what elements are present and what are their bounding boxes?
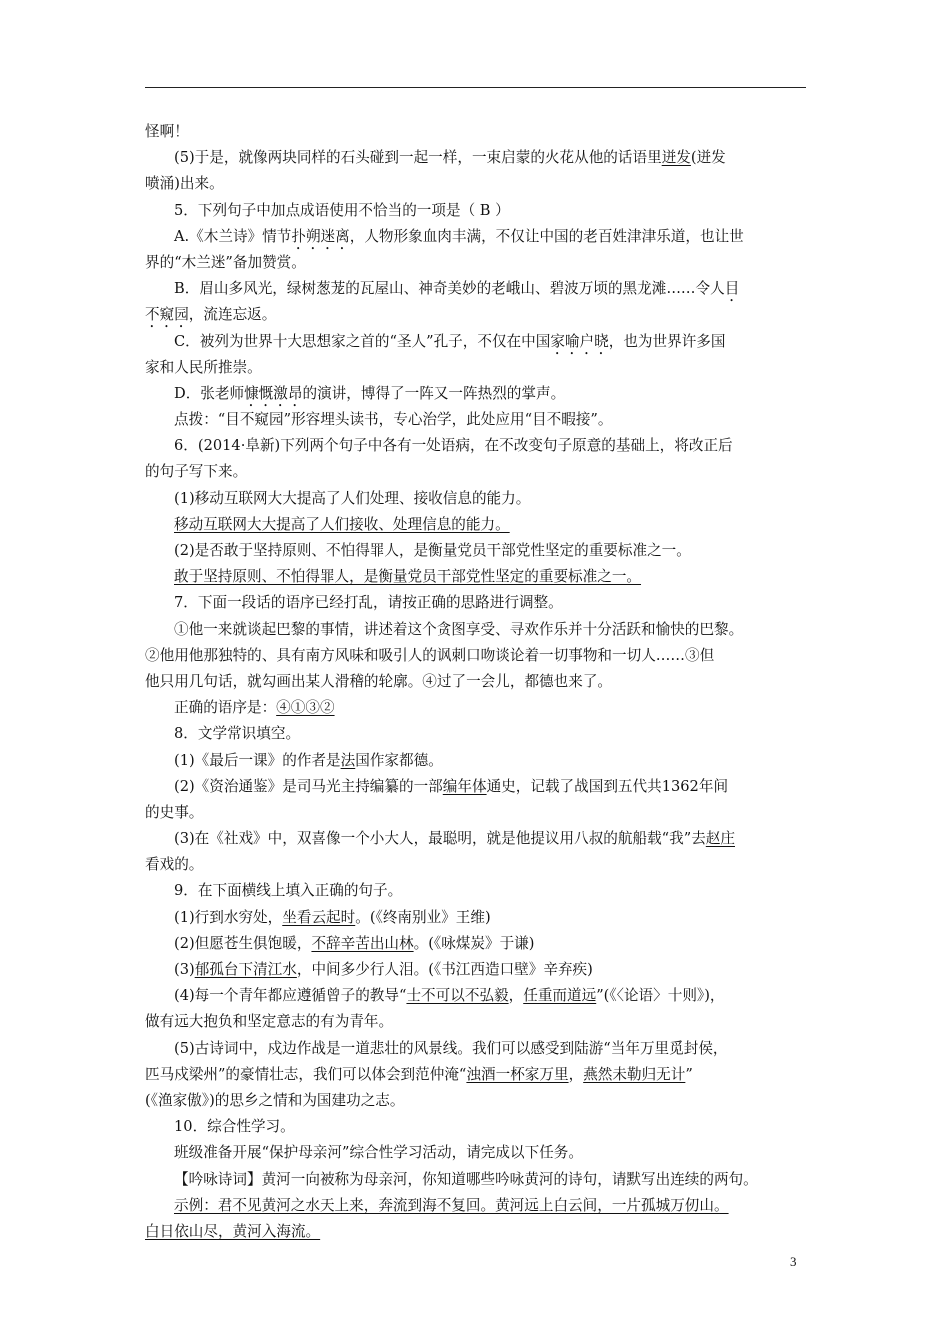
- text-line: [145, 1036, 809, 1062]
- text-line: [145, 617, 809, 643]
- text-span: (迸发: [690, 149, 726, 167]
- answer-underlined: 浊酒一杯家万里: [466, 1065, 569, 1083]
- answer-underlined: ④①③②: [276, 699, 335, 717]
- text-span: ，流连忘返。: [188, 306, 277, 324]
- text-span: ，: [508, 987, 524, 1005]
- text-line: [145, 407, 809, 433]
- text-span: 。(《终南别业》王维): [355, 908, 491, 926]
- text-span: 怪啊！: [145, 123, 189, 140]
- text-span: (5)于是，就像两块同样的石头碰到一起一样，一束启蒙的火花从他的话语里: [174, 149, 662, 167]
- text-span: 国作家都德。: [355, 751, 443, 769]
- answer-underlined: 任重而道远: [523, 987, 597, 1005]
- text-line: [145, 695, 809, 721]
- text-span: 的演讲，博得了一阵又一阵热烈的掌声。: [302, 384, 566, 402]
- text-line: [145, 957, 809, 983]
- text-span: B．眉山多风光，绿树葱茏的瓦屋山、神奇美妙的老峨山、碧波万顷的黑龙滩……令人: [174, 280, 725, 298]
- answer-underlined: 赵庄: [705, 830, 735, 848]
- text-line: [145, 721, 809, 747]
- text-span: A.《木兰诗》情节: [174, 227, 292, 245]
- text-line: [145, 1167, 809, 1193]
- text-line: [145, 224, 809, 250]
- text-line: [145, 878, 809, 904]
- answer-underlined: 士不可以不弘毅: [406, 987, 509, 1005]
- text-line: [145, 1219, 809, 1245]
- text-span: 5．下列句子中加点成语使用不恰当的一项是（ B ）: [174, 201, 510, 219]
- answer-underlined: 移动互联网大大提高了人们接收、处理信息的能力。: [174, 515, 510, 533]
- text-line: [145, 198, 809, 224]
- text-span: C．被列为世界十大思想家之首的“圣人”孔子，不仅在中国: [174, 332, 551, 350]
- text-span: 10．综合性学习。: [174, 1118, 295, 1136]
- text-span: (3)在《社戏》中，双喜像一个小大人，最聪明，就是他提议用八叔的航船载“我”去: [174, 830, 706, 848]
- answer-underlined: 郁孤台下清江水: [194, 961, 297, 978]
- text-line: [145, 512, 809, 538]
- text-line: [145, 1062, 809, 1088]
- text-span: 喷涌)出来。: [145, 175, 224, 193]
- text-span: 。(《咏煤炭》于谦): [413, 934, 535, 952]
- text-line: [145, 381, 809, 407]
- text-line: [145, 145, 809, 171]
- text-span: (《渔家傲》)的思乡之情和为国建功之志。: [145, 1091, 405, 1109]
- document-body: [145, 119, 809, 1245]
- text-span: (2)是否敢于坚持原则、不怕得罪人，是衡量党员干部党性坚定的重要标准之一。: [174, 542, 691, 559]
- text-line: [145, 774, 809, 800]
- text-span: 他只用几句话，就勾画出某人滑稽的轮廓。④过了一会儿，都德也来了。: [145, 672, 613, 690]
- text-line: [145, 669, 809, 695]
- text-span: (4)每一个青年都应遵循曾子的教导“: [174, 987, 407, 1005]
- text-span: 点拨：“目不窥园”形容埋头读书，专心治学，此处应用“目不暇接”。: [174, 411, 613, 429]
- text-line: [145, 433, 809, 459]
- text-span: 通史，记载了战国到五代共1362年间: [486, 777, 729, 795]
- emphasized-idiom: 不窥园: [145, 306, 189, 324]
- header-rule: [145, 87, 806, 88]
- text-span: (3): [174, 961, 195, 978]
- answer-underlined: 编年体: [442, 777, 487, 795]
- text-span: (1)行到水穷处，: [174, 908, 283, 926]
- emphasized-idiom: 目: [724, 280, 740, 298]
- text-line: [145, 1088, 809, 1114]
- answer-underlined: 敢于坚持原则、不怕得罪人，是衡量党员干部党性坚定的重要标准之一。: [174, 568, 642, 586]
- text-span: 9．在下面横线上填入正确的句子。: [174, 882, 403, 900]
- text-line: [145, 119, 809, 145]
- text-span: 正确的语序是：: [174, 699, 277, 717]
- text-span: (1)移动互联网大大提高了人们处理、接收信息的能力。: [174, 489, 531, 507]
- text-span: 界的“木兰迷”备加赞赏。: [145, 253, 306, 271]
- answer-underlined: 法: [340, 751, 356, 769]
- emphasized-idiom: 扑朔迷离: [291, 227, 350, 245]
- text-span: ，: [568, 1065, 584, 1083]
- text-line: [145, 1193, 809, 1219]
- emphasized-idiom: 慷慨激昂: [244, 384, 303, 402]
- text-span: ，中间多少行人泪。(《书江西造口壁》辛弃疾): [296, 961, 593, 978]
- text-line: [145, 459, 809, 485]
- answer-underlined: 迸发: [661, 149, 691, 167]
- text-span: 做有远大抱负和坚定意志的有为青年。: [145, 1013, 394, 1031]
- page-number: 3: [790, 1254, 797, 1269]
- text-line: [145, 590, 809, 616]
- text-span: ”(《〈论语〉十则》)，: [596, 987, 725, 1005]
- text-line: [145, 1009, 809, 1035]
- text-line: [145, 171, 809, 197]
- text-line: [145, 538, 809, 564]
- text-span: ，人物形象血肉丰满，不仅让中国的老百姓津津乐道，也让世: [349, 227, 744, 245]
- text-span: 的句子写下来。: [145, 463, 248, 481]
- text-line: [145, 643, 809, 669]
- answer-underlined: 燕然未勒归无计: [583, 1065, 686, 1083]
- text-span: (2)《资治通鉴》是司马光主持编纂的一部: [174, 777, 443, 795]
- text-span: ，也为世界许多国: [608, 332, 726, 350]
- text-span: 【吟咏诗词】黄河一向被称为母亲河，你知道哪些吟咏黄河的诗句，请默写出连续的两句。: [174, 1170, 758, 1188]
- text-line: [145, 826, 809, 852]
- text-span: 8．文学常识填空。: [174, 725, 301, 743]
- text-span: ①他一来就谈起巴黎的事情，讲述着这个贪图享受、寻欢作乐并十分活跃和愉快的巴黎。: [174, 620, 744, 638]
- text-span: 看戏的。: [145, 856, 204, 874]
- text-span: D．张老师: [174, 384, 245, 402]
- text-span: 家和人民所推崇。: [145, 358, 262, 376]
- text-line: [145, 250, 809, 276]
- text-line: [145, 1114, 809, 1140]
- text-span: 7．下面一段话的语序已经打乱，请按正确的思路进行调整。: [174, 594, 563, 612]
- text-line: [145, 852, 809, 878]
- text-span: ”: [685, 1065, 693, 1083]
- text-span: (2)但愿苍生俱饱暖，: [174, 934, 312, 952]
- text-line: [145, 931, 809, 957]
- text-span: 匹马戍梁州”的豪情壮志，我们可以体会到范仲淹“: [145, 1065, 467, 1083]
- text-line: [145, 748, 809, 774]
- text-line: [145, 905, 809, 931]
- text-line: [145, 983, 809, 1009]
- text-span: (5)古诗词中，戍边作战是一道悲壮的风景线。我们可以感受到陆游“当年万里觅封侯，: [174, 1039, 728, 1057]
- text-span: 班级准备开展“保护母亲河”综合性学习活动，请完成以下任务。: [174, 1144, 583, 1162]
- text-line: [145, 564, 809, 590]
- answer-underlined: 不辞辛苦出山林: [311, 934, 414, 952]
- answer-underlined: 坐看云起时: [282, 908, 356, 926]
- text-line: [145, 302, 809, 328]
- text-span: 6．(2014·阜新)下列两个句子中各有一处语病，在不改变句子原意的基础上，将改正后: [174, 437, 733, 455]
- text-span: ②他用他那独特的、具有南方风味和吸引人的讽刺口吻谈论着一切事物和一切人……③但: [145, 646, 715, 664]
- text-line: [145, 276, 809, 302]
- text-line: [145, 329, 809, 355]
- text-span: 的史事。: [145, 803, 204, 821]
- text-line: [145, 1140, 809, 1166]
- text-line: [145, 355, 809, 381]
- text-span: (1)《最后一课》的作者是: [174, 751, 341, 769]
- answer-underlined: 示例：君不见黄河之水天上来，奔流到海不复回。黄河远上白云间，一片孤城万仞山。: [174, 1196, 729, 1214]
- text-line: [145, 486, 809, 512]
- text-line: [145, 800, 809, 826]
- emphasized-idiom: 家喻户晓: [550, 332, 609, 350]
- answer-underlined: 白日依山尽，黄河入海流。: [145, 1222, 321, 1240]
